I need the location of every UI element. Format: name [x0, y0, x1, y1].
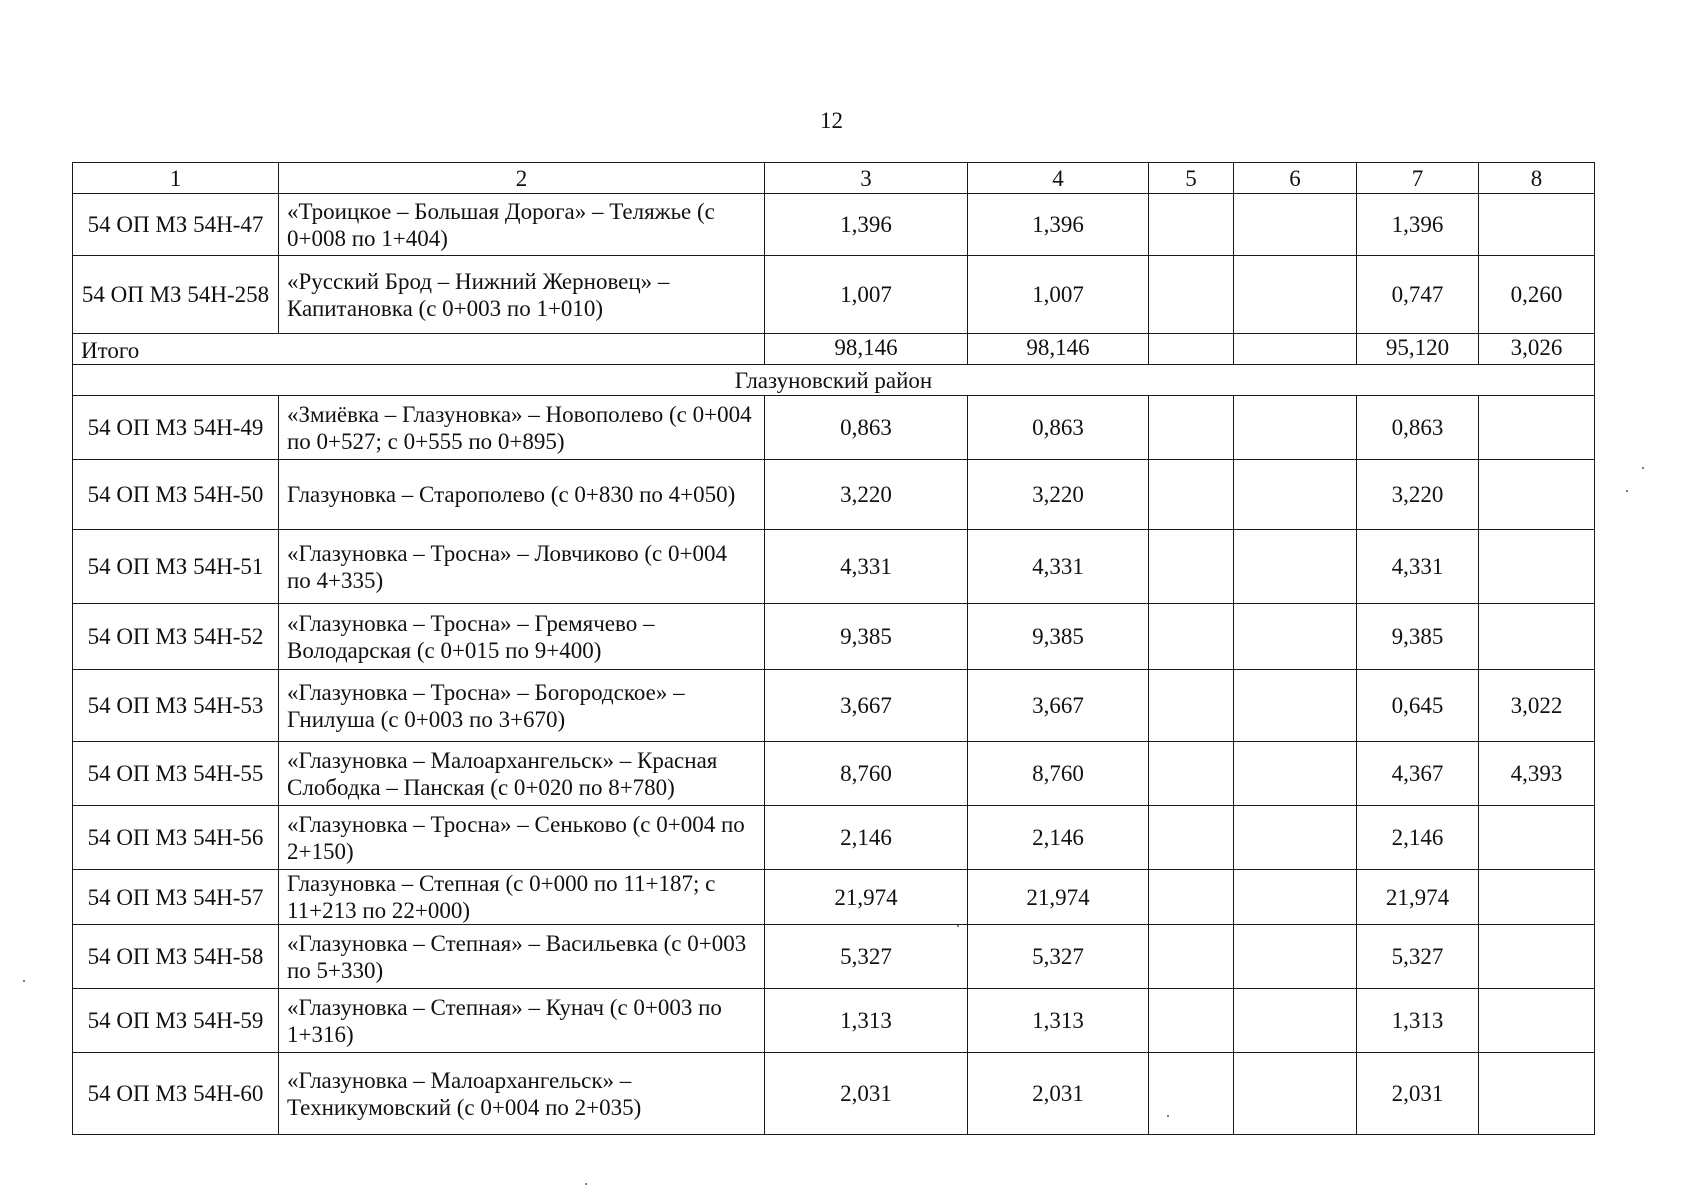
- scan-speck: [23, 980, 25, 982]
- cell-col8: [1479, 460, 1595, 530]
- table-row: [73, 989, 1595, 1053]
- cell-col4: 5,327: [968, 925, 1149, 989]
- cell-col6: [1234, 256, 1357, 334]
- cell-col7: 4,367: [1357, 742, 1479, 806]
- table-row: [73, 670, 1595, 742]
- cell-col3: 1,007: [765, 256, 968, 334]
- cell-col4: 4,331: [968, 530, 1149, 604]
- road-code: 54 ОП МЗ 54Н-50: [73, 460, 279, 530]
- road-name: «Змиёвка – Глазуновка» – Новополево (с 0+004 по 0+527; с 0+555 по 0+895): [279, 396, 765, 460]
- road-name: «Русский Брод – Нижний Жерновец» – Капитановка (с 0+003 по 1+010): [279, 256, 765, 334]
- cell-col7: 4,331: [1357, 530, 1479, 604]
- cell-col5: [1149, 806, 1234, 870]
- cell-col6: [1234, 1053, 1357, 1135]
- scan-speck: [1642, 467, 1644, 469]
- cell-col5: [1149, 460, 1234, 530]
- scan-speck: [957, 925, 959, 927]
- cell-col8: 4,393: [1479, 742, 1595, 806]
- cell-col6: [1234, 194, 1357, 256]
- road-code: 54 ОП МЗ 54Н-60: [73, 1053, 279, 1135]
- road-name: «Глазуновка – Тросна» – Гремячево – Володарская (с 0+015 по 9+400): [279, 604, 765, 670]
- road-name: «Глазуновка – Малоархангельск» – Техникумовский (с 0+004 по 2+035): [279, 1053, 765, 1135]
- cell-col4: 1,007: [968, 256, 1149, 334]
- road-code: 54 ОП МЗ 54Н-49: [73, 396, 279, 460]
- total-col3: 98,146: [765, 334, 968, 365]
- column-number: 1: [73, 163, 279, 194]
- cell-col7: 0,747: [1357, 256, 1479, 334]
- table-row: [73, 925, 1595, 989]
- cell-col7: 9,385: [1357, 604, 1479, 670]
- road-code: 54 ОП МЗ 54Н-53: [73, 670, 279, 742]
- cell-col6: [1234, 806, 1357, 870]
- column-number: 2: [279, 163, 765, 194]
- cell-col4: 21,974: [968, 870, 1149, 925]
- total-col8: 3,026: [1479, 334, 1595, 365]
- table-row: [73, 530, 1595, 604]
- table-row: [73, 1053, 1595, 1135]
- cell-col8: [1479, 396, 1595, 460]
- road-code: 54 ОП МЗ 54Н-52: [73, 604, 279, 670]
- cell-col6: [1234, 989, 1357, 1053]
- road-code: 54 ОП МЗ 54Н-258: [73, 256, 279, 334]
- scan-speck: [1167, 1115, 1169, 1117]
- road-name: «Глазуновка – Малоархангельск» – Красная Слободка – Панская (с 0+020 по 8+780): [279, 742, 765, 806]
- cell-col3: 1,313: [765, 989, 968, 1053]
- cell-col3: 21,974: [765, 870, 968, 925]
- page-number: 12: [820, 108, 843, 133]
- total-col6: [1234, 334, 1357, 365]
- cell-col3: 3,220: [765, 460, 968, 530]
- column-number-row: [73, 163, 1595, 194]
- cell-col4: 1,313: [968, 989, 1149, 1053]
- cell-col4: 1,396: [968, 194, 1149, 256]
- table-row: [73, 806, 1595, 870]
- cell-col6: [1234, 604, 1357, 670]
- cell-col6: [1234, 742, 1357, 806]
- cell-col5: [1149, 604, 1234, 670]
- cell-col6: [1234, 460, 1357, 530]
- total-col7: 95,120: [1357, 334, 1479, 365]
- cell-col3: 8,760: [765, 742, 968, 806]
- cell-col8: [1479, 870, 1595, 925]
- cell-col8: [1479, 604, 1595, 670]
- cell-col4: 3,667: [968, 670, 1149, 742]
- cell-col8: [1479, 806, 1595, 870]
- road-name: «Глазуновка – Тросна» – Ловчиково (с 0+004 по 4+335): [279, 530, 765, 604]
- road-code: 54 ОП МЗ 54Н-59: [73, 989, 279, 1053]
- total-col5: [1149, 334, 1234, 365]
- table-row: [73, 870, 1595, 925]
- cell-col5: [1149, 870, 1234, 925]
- cell-col8: 3,022: [1479, 670, 1595, 742]
- cell-col3: 1,396: [765, 194, 968, 256]
- scan-speck: [1626, 490, 1628, 492]
- cell-col6: [1234, 530, 1357, 604]
- cell-col7: 1,396: [1357, 194, 1479, 256]
- cell-col8: 0,260: [1479, 256, 1595, 334]
- cell-col6: [1234, 396, 1357, 460]
- road-code: 54 ОП МЗ 54Н-56: [73, 806, 279, 870]
- cell-col5: [1149, 194, 1234, 256]
- cell-col3: 4,331: [765, 530, 968, 604]
- cell-col4: 2,031: [968, 1053, 1149, 1135]
- cell-col3: 3,667: [765, 670, 968, 742]
- cell-col7: 2,146: [1357, 806, 1479, 870]
- table-row: [73, 396, 1595, 460]
- cell-col8: [1479, 925, 1595, 989]
- cell-col7: 21,974: [1357, 870, 1479, 925]
- cell-col7: 1,313: [1357, 989, 1479, 1053]
- table-row: [73, 194, 1595, 256]
- column-number: 7: [1357, 163, 1479, 194]
- total-label: Итого: [73, 334, 765, 365]
- road-name: «Троицкое – Большая Дорога» – Теляжье (с 0+008 по 1+404): [279, 194, 765, 256]
- table-row: [73, 256, 1595, 334]
- column-number: 5: [1149, 163, 1234, 194]
- district-heading: Глазуновский район: [73, 365, 1595, 396]
- road-code: 54 ОП МЗ 54Н-47: [73, 194, 279, 256]
- table-row: [73, 742, 1595, 806]
- cell-col5: [1149, 256, 1234, 334]
- cell-col5: [1149, 925, 1234, 989]
- cell-col4: 2,146: [968, 806, 1149, 870]
- cell-col6: [1234, 670, 1357, 742]
- cell-col7: 5,327: [1357, 925, 1479, 989]
- cell-col4: 3,220: [968, 460, 1149, 530]
- cell-col3: 0,863: [765, 396, 968, 460]
- cell-col5: [1149, 742, 1234, 806]
- cell-col5: [1149, 396, 1234, 460]
- cell-col8: [1479, 530, 1595, 604]
- total-col4: 98,146: [968, 334, 1149, 365]
- cell-col8: [1479, 1053, 1595, 1135]
- cell-col5: [1149, 530, 1234, 604]
- road-code: 54 ОП МЗ 54Н-55: [73, 742, 279, 806]
- road-name: Глазуновка – Степная (с 0+000 по 11+187; с 11+213 по 22+000): [279, 870, 765, 925]
- road-name: «Глазуновка – Тросна» – Богородское» – Гнилуша (с 0+003 по 3+670): [279, 670, 765, 742]
- cell-col8: [1479, 194, 1595, 256]
- column-number: 8: [1479, 163, 1595, 194]
- cell-col5: [1149, 989, 1234, 1053]
- cell-col7: 3,220: [1357, 460, 1479, 530]
- cell-col8: [1479, 989, 1595, 1053]
- road-code: 54 ОП МЗ 54Н-57: [73, 870, 279, 925]
- cell-col7: 0,863: [1357, 396, 1479, 460]
- column-number: 4: [968, 163, 1149, 194]
- table-row: [73, 460, 1595, 530]
- cell-col5: [1149, 1053, 1234, 1135]
- road-name: Глазуновка – Старополево (с 0+830 по 4+050): [279, 460, 765, 530]
- table-row: [73, 604, 1595, 670]
- road-name: «Глазуновка – Степная» – Васильевка (с 0+003 по 5+330): [279, 925, 765, 989]
- cell-col7: 2,031: [1357, 1053, 1479, 1135]
- cell-col5: [1149, 670, 1234, 742]
- road-name: «Глазуновка – Степная» – Кунач (с 0+003 по 1+316): [279, 989, 765, 1053]
- district-row: [73, 365, 1595, 396]
- cell-col6: [1234, 870, 1357, 925]
- cell-col3: 2,146: [765, 806, 968, 870]
- roads-table: [72, 162, 1595, 1135]
- cell-col4: 8,760: [968, 742, 1149, 806]
- scan-speck: [585, 1183, 587, 1185]
- column-number: 6: [1234, 163, 1357, 194]
- cell-col4: 0,863: [968, 396, 1149, 460]
- cell-col6: [1234, 925, 1357, 989]
- road-code: 54 ОП МЗ 54Н-58: [73, 925, 279, 989]
- cell-col3: 2,031: [765, 1053, 968, 1135]
- column-number: 3: [765, 163, 968, 194]
- cell-col4: 9,385: [968, 604, 1149, 670]
- cell-col3: 9,385: [765, 604, 968, 670]
- total-row: [73, 334, 1595, 365]
- road-name: «Глазуновка – Тросна» – Сеньково (с 0+004 по 2+150): [279, 806, 765, 870]
- cell-col7: 0,645: [1357, 670, 1479, 742]
- cell-col3: 5,327: [765, 925, 968, 989]
- road-code: 54 ОП МЗ 54Н-51: [73, 530, 279, 604]
